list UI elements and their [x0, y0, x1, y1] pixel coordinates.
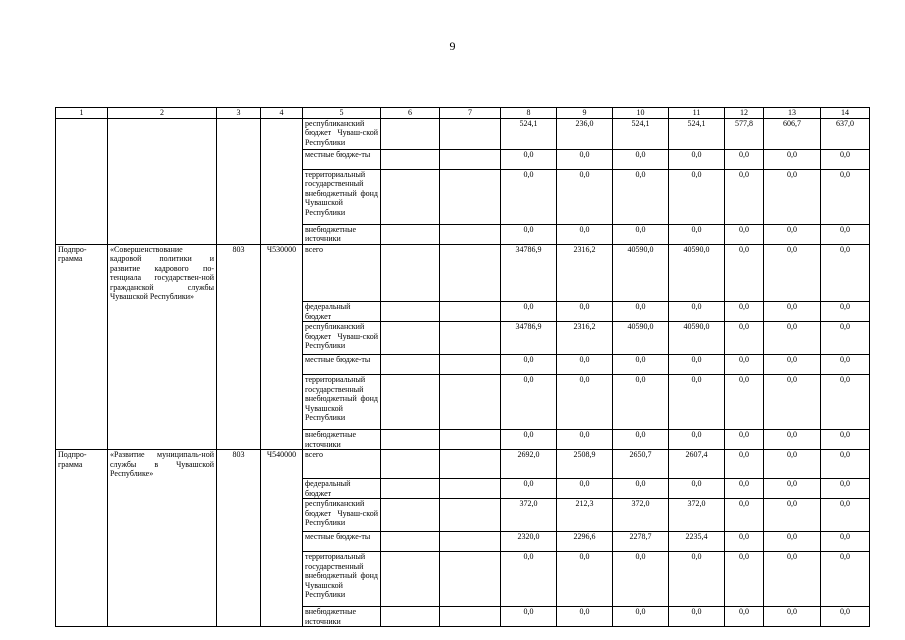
empty-cell [440, 302, 501, 322]
empty-cell [440, 149, 501, 169]
program-name-cell [108, 499, 217, 532]
value-cell: 0,0 [764, 375, 821, 430]
value-cell: 0,0 [613, 430, 669, 450]
grbs-code-cell [217, 499, 261, 532]
funding-source-cell: федеральный бюджет [303, 302, 381, 322]
value-cell: 0,0 [613, 552, 669, 607]
program-name-cell [108, 355, 217, 375]
budget-table [55, 107, 870, 627]
value-cell: 0,0 [725, 375, 764, 430]
column-header: 3 [217, 108, 261, 119]
value-cell: 0,0 [821, 244, 870, 302]
value-cell: 0,0 [821, 552, 870, 607]
value-cell: 0,0 [821, 224, 870, 244]
value-cell: 0,0 [725, 499, 764, 532]
value-cell: 0,0 [725, 169, 764, 224]
value-cell: 0,0 [764, 355, 821, 375]
grbs-code-cell [217, 532, 261, 552]
grbs-code-cell [217, 169, 261, 224]
funding-source-cell: местные бюдже-ты [303, 532, 381, 552]
value-cell: 0,0 [669, 430, 725, 450]
funding-source-cell: внебюджетные источники [303, 430, 381, 450]
value-cell: 0,0 [557, 169, 613, 224]
grbs-code-cell [217, 322, 261, 355]
value-cell: 0,0 [501, 552, 557, 607]
value-cell: 0,0 [613, 169, 669, 224]
funding-source-cell: республиканский бюджет Чуваш-ской Республики [303, 499, 381, 532]
funding-source-cell: всего [303, 244, 381, 302]
target-code-cell: Ч540000 [261, 450, 303, 479]
grbs-code-cell [217, 149, 261, 169]
value-cell: 0,0 [557, 224, 613, 244]
value-cell: 0,0 [725, 322, 764, 355]
grbs-code-cell: 803 [217, 450, 261, 479]
program-type-cell [56, 169, 108, 224]
column-header: 7 [440, 108, 501, 119]
program-name-cell [108, 224, 217, 244]
value-cell: 0,0 [557, 607, 613, 627]
funding-source-cell: внебюджетные источники [303, 607, 381, 627]
funding-source-cell: внебюджетные источники [303, 224, 381, 244]
empty-cell [440, 244, 501, 302]
empty-cell [381, 552, 440, 607]
value-cell: 0,0 [764, 450, 821, 479]
grbs-code-cell [217, 479, 261, 499]
program-name-cell [108, 532, 217, 552]
value-cell: 34786,9 [501, 244, 557, 302]
value-cell: 40590,0 [613, 244, 669, 302]
program-name-cell [108, 302, 217, 322]
value-cell: 0,0 [501, 375, 557, 430]
grbs-code-cell [217, 552, 261, 607]
value-cell: 0,0 [764, 169, 821, 224]
value-cell: 0,0 [821, 302, 870, 322]
empty-cell [381, 532, 440, 552]
value-cell: 0,0 [501, 355, 557, 375]
column-header: 13 [764, 108, 821, 119]
empty-cell [440, 118, 501, 149]
value-cell: 0,0 [764, 532, 821, 552]
value-cell: 0,0 [764, 149, 821, 169]
value-cell: 0,0 [764, 607, 821, 627]
empty-cell [381, 499, 440, 532]
program-name-cell: «Развитие муниципаль-ной службы в Чувашской Республике» [108, 450, 217, 479]
value-cell: 372,0 [501, 499, 557, 532]
value-cell: 2692,0 [501, 450, 557, 479]
value-cell: 0,0 [821, 149, 870, 169]
empty-cell [381, 607, 440, 627]
target-code-cell [261, 149, 303, 169]
empty-cell [440, 430, 501, 450]
value-cell: 0,0 [501, 430, 557, 450]
value-cell: 0,0 [669, 355, 725, 375]
value-cell: 0,0 [669, 479, 725, 499]
value-cell: 0,0 [613, 375, 669, 430]
value-cell: 2508,9 [557, 450, 613, 479]
table-row [56, 552, 870, 607]
table-row [56, 169, 870, 224]
empty-cell [440, 499, 501, 532]
value-cell: 2316,2 [557, 244, 613, 302]
value-cell: 0,0 [669, 169, 725, 224]
program-name-cell [108, 149, 217, 169]
value-cell: 212,3 [557, 499, 613, 532]
value-cell: 0,0 [669, 375, 725, 430]
column-header: 2 [108, 108, 217, 119]
value-cell: 2235,4 [669, 532, 725, 552]
target-code-cell [261, 302, 303, 322]
value-cell: 0,0 [821, 499, 870, 532]
value-cell: 0,0 [821, 532, 870, 552]
value-cell: 236,0 [557, 118, 613, 149]
value-cell: 0,0 [725, 552, 764, 607]
value-cell: 606,7 [764, 118, 821, 149]
empty-cell [381, 302, 440, 322]
value-cell: 0,0 [725, 244, 764, 302]
value-cell: 0,0 [557, 430, 613, 450]
value-cell: 0,0 [821, 450, 870, 479]
grbs-code-cell [217, 302, 261, 322]
table-row [56, 430, 870, 450]
table-row [56, 118, 870, 149]
value-cell: 0,0 [557, 375, 613, 430]
value-cell: 524,1 [613, 118, 669, 149]
value-cell: 0,0 [821, 375, 870, 430]
table-row [56, 375, 870, 430]
grbs-code-cell [217, 224, 261, 244]
value-cell: 2650,7 [613, 450, 669, 479]
value-cell: 0,0 [764, 322, 821, 355]
funding-source-cell: республиканский бюджет Чуваш-ской Республики [303, 118, 381, 149]
value-cell: 0,0 [501, 479, 557, 499]
value-cell: 0,0 [764, 302, 821, 322]
program-name-cell [108, 322, 217, 355]
value-cell: 0,0 [501, 607, 557, 627]
target-code-cell [261, 499, 303, 532]
value-cell: 0,0 [501, 224, 557, 244]
funding-source-cell: федеральный бюджет [303, 479, 381, 499]
value-cell: 40590,0 [613, 322, 669, 355]
value-cell: 0,0 [764, 499, 821, 532]
program-type-cell [56, 607, 108, 627]
empty-cell [440, 450, 501, 479]
value-cell: 0,0 [557, 149, 613, 169]
funding-source-cell: местные бюдже-ты [303, 149, 381, 169]
value-cell: 0,0 [557, 479, 613, 499]
value-cell: 40590,0 [669, 322, 725, 355]
target-code-cell: Ч530000 [261, 244, 303, 302]
program-name-cell [108, 430, 217, 450]
table-row [56, 244, 870, 302]
table-row [56, 302, 870, 322]
empty-cell [440, 532, 501, 552]
table-row [56, 224, 870, 244]
value-cell: 0,0 [613, 607, 669, 627]
program-name-cell [108, 169, 217, 224]
value-cell: 0,0 [557, 302, 613, 322]
empty-cell [440, 552, 501, 607]
table-header-row [56, 108, 870, 119]
program-type-cell [56, 479, 108, 499]
table-row [56, 355, 870, 375]
value-cell: 577,8 [725, 118, 764, 149]
value-cell: 0,0 [557, 552, 613, 607]
column-header: 14 [821, 108, 870, 119]
column-header: 1 [56, 108, 108, 119]
value-cell: 0,0 [725, 607, 764, 627]
program-name-cell: «Совершенствование кадровой политики и развитие кадрового по-тенциала государствен-ной гражданской службы Чувашской Республики» [108, 244, 217, 302]
empty-cell [440, 607, 501, 627]
table-row [56, 532, 870, 552]
target-code-cell [261, 118, 303, 149]
empty-cell [381, 224, 440, 244]
value-cell: 0,0 [764, 244, 821, 302]
empty-cell [440, 355, 501, 375]
value-cell: 0,0 [613, 149, 669, 169]
empty-cell [381, 322, 440, 355]
empty-cell [381, 375, 440, 430]
value-cell: 0,0 [764, 430, 821, 450]
value-cell: 0,0 [725, 224, 764, 244]
page-number: 9 [449, 39, 456, 53]
value-cell: 0,0 [669, 149, 725, 169]
empty-cell [440, 224, 501, 244]
program-type-cell [56, 322, 108, 355]
table-row [56, 322, 870, 355]
program-type-cell [56, 224, 108, 244]
empty-cell [440, 479, 501, 499]
value-cell: 0,0 [669, 224, 725, 244]
value-cell: 0,0 [764, 224, 821, 244]
program-type-cell [56, 430, 108, 450]
value-cell: 0,0 [501, 149, 557, 169]
program-type-cell [56, 149, 108, 169]
value-cell: 0,0 [764, 552, 821, 607]
value-cell: 0,0 [725, 302, 764, 322]
column-header: 8 [501, 108, 557, 119]
table-row [56, 479, 870, 499]
value-cell: 2296,6 [557, 532, 613, 552]
program-name-cell [108, 479, 217, 499]
table-row [56, 450, 870, 479]
value-cell: 0,0 [669, 607, 725, 627]
value-cell: 0,0 [821, 430, 870, 450]
grbs-code-cell [217, 430, 261, 450]
value-cell: 2607,4 [669, 450, 725, 479]
value-cell: 0,0 [821, 355, 870, 375]
value-cell: 0,0 [725, 355, 764, 375]
empty-cell [381, 355, 440, 375]
funding-source-cell: территориальный государственный внебюджетный фонд Чувашской Республики [303, 552, 381, 607]
value-cell: 0,0 [557, 355, 613, 375]
empty-cell [381, 149, 440, 169]
value-cell: 0,0 [821, 169, 870, 224]
program-name-cell [108, 375, 217, 430]
grbs-code-cell: 803 [217, 244, 261, 302]
program-name-cell [108, 552, 217, 607]
program-type-cell: Подпро-грамма [56, 244, 108, 302]
value-cell: 0,0 [669, 302, 725, 322]
empty-cell [381, 450, 440, 479]
program-name-cell [108, 607, 217, 627]
target-code-cell [261, 355, 303, 375]
value-cell: 372,0 [669, 499, 725, 532]
empty-cell [381, 479, 440, 499]
target-code-cell [261, 430, 303, 450]
column-header: 10 [613, 108, 669, 119]
value-cell: 0,0 [725, 450, 764, 479]
target-code-cell [261, 322, 303, 355]
grbs-code-cell [217, 375, 261, 430]
value-cell: 0,0 [725, 532, 764, 552]
target-code-cell [261, 552, 303, 607]
value-cell: 0,0 [725, 479, 764, 499]
program-type-cell [56, 532, 108, 552]
funding-source-cell: территориальный государственный внебюджетный фонд Чувашской Республики [303, 375, 381, 430]
value-cell: 0,0 [821, 322, 870, 355]
target-code-cell [261, 532, 303, 552]
value-cell: 0,0 [613, 355, 669, 375]
table-body [56, 118, 870, 627]
value-cell: 0,0 [613, 302, 669, 322]
value-cell: 524,1 [501, 118, 557, 149]
value-cell: 34786,9 [501, 322, 557, 355]
grbs-code-cell [217, 118, 261, 149]
program-type-cell [56, 499, 108, 532]
program-type-cell: Подпро-грамма [56, 450, 108, 479]
value-cell: 2320,0 [501, 532, 557, 552]
value-cell: 0,0 [613, 224, 669, 244]
value-cell: 0,0 [501, 169, 557, 224]
value-cell: 372,0 [613, 499, 669, 532]
column-header: 5 [303, 108, 381, 119]
column-header: 6 [381, 108, 440, 119]
value-cell: 0,0 [821, 479, 870, 499]
target-code-cell [261, 375, 303, 430]
value-cell: 0,0 [764, 479, 821, 499]
funding-source-cell: всего [303, 450, 381, 479]
program-type-cell [56, 118, 108, 149]
value-cell: 0,0 [613, 479, 669, 499]
value-cell: 637,0 [821, 118, 870, 149]
value-cell: 40590,0 [669, 244, 725, 302]
empty-cell [381, 118, 440, 149]
column-header: 12 [725, 108, 764, 119]
value-cell: 524,1 [669, 118, 725, 149]
value-cell: 2316,2 [557, 322, 613, 355]
program-type-cell [56, 355, 108, 375]
table-row [56, 499, 870, 532]
table-row [56, 149, 870, 169]
value-cell: 0,0 [821, 607, 870, 627]
empty-cell [440, 322, 501, 355]
program-type-cell [56, 375, 108, 430]
value-cell: 0,0 [725, 149, 764, 169]
empty-cell [381, 169, 440, 224]
column-header: 11 [669, 108, 725, 119]
empty-cell [381, 430, 440, 450]
empty-cell [440, 169, 501, 224]
table-row [56, 607, 870, 627]
target-code-cell [261, 479, 303, 499]
empty-cell [440, 375, 501, 430]
value-cell: 0,0 [725, 430, 764, 450]
funding-source-cell: территориальный государственный внебюджетный фонд Чувашской Республики [303, 169, 381, 224]
program-type-cell [56, 302, 108, 322]
value-cell: 0,0 [501, 302, 557, 322]
target-code-cell [261, 169, 303, 224]
grbs-code-cell [217, 355, 261, 375]
funding-source-cell: местные бюдже-ты [303, 355, 381, 375]
program-name-cell [108, 118, 217, 149]
column-header: 4 [261, 108, 303, 119]
funding-source-cell: республиканский бюджет Чуваш-ской Республики [303, 322, 381, 355]
column-header: 9 [557, 108, 613, 119]
target-code-cell [261, 224, 303, 244]
empty-cell [381, 244, 440, 302]
value-cell: 0,0 [669, 552, 725, 607]
value-cell: 2278,7 [613, 532, 669, 552]
grbs-code-cell [217, 607, 261, 627]
target-code-cell [261, 607, 303, 627]
program-type-cell [56, 552, 108, 607]
